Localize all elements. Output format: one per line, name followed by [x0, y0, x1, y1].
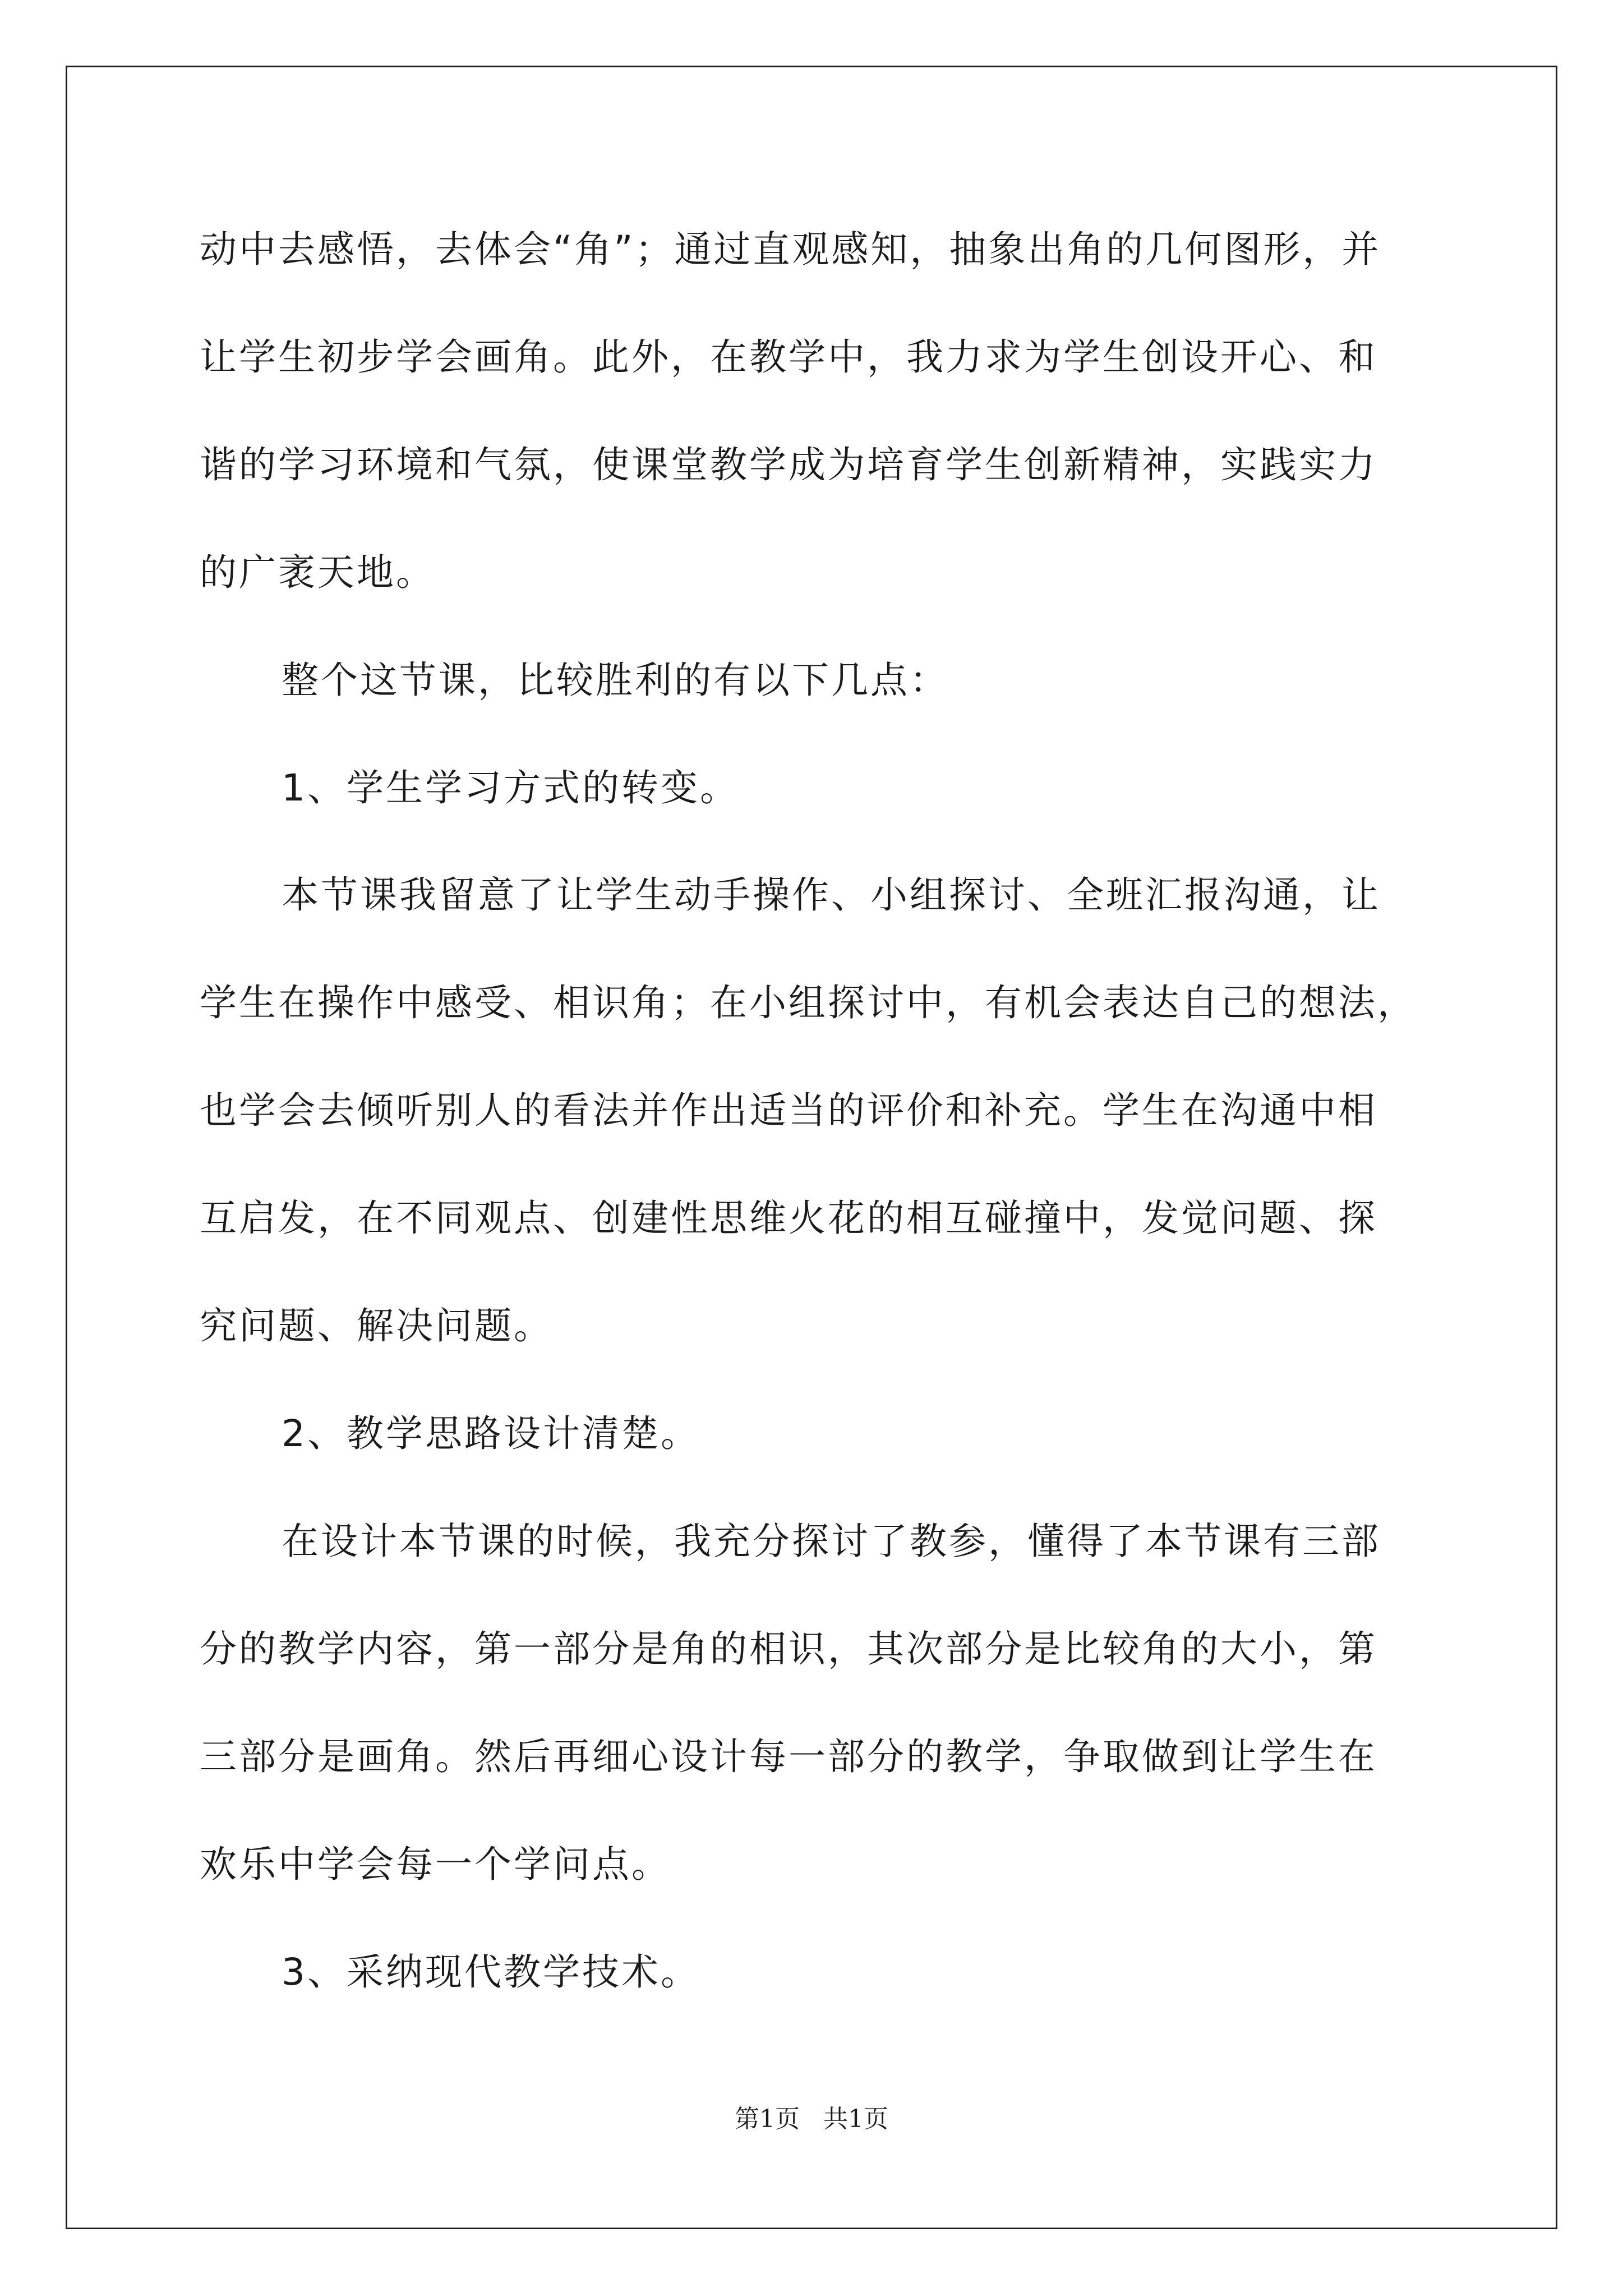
text-line: 三部分是画角。然后再细心设计每一部分的教学，争取做到让学生在: [200, 1735, 1377, 1778]
page-footer: [0, 2102, 1623, 2136]
text-line: 2、教学思路设计清楚。: [282, 1412, 700, 1455]
text-line: 整个这节课，比较胜利的有以下几点：: [282, 659, 949, 702]
text-line: 1、学生学习方式的转变。: [282, 766, 739, 809]
page-number: 第1页: [735, 2105, 800, 2133]
text-line: 让学生初步学会画角。此外，在教学中，我力求为学生创设开心、和: [200, 335, 1377, 379]
text-line: 3、采纳现代教学技术。: [282, 1950, 700, 1994]
text-line: 的广袤天地。: [200, 551, 435, 594]
page-border: [66, 66, 1557, 2229]
text-line: 也学会去倾听别人的看法并作出适当的评价和补充。学生在沟通中相: [200, 1089, 1377, 1132]
text-line: 在设计本节课的时候，我充分探讨了教参，懂得了本节课有三部: [282, 1520, 1381, 1563]
text-line: 动中去感悟，去体会“角”；通过直观感知，抽象出角的几何图形，并: [200, 228, 1381, 271]
page-total: 共1页: [823, 2105, 888, 2133]
text-line: 本节课我留意了让学生动手操作、小组探讨、全班汇报沟通，让: [282, 873, 1381, 917]
text-line: 谐的学习环境和气氛，使课堂教学成为培育学生创新精神，实践实力: [200, 443, 1377, 486]
text-line: 分的教学内容，第一部分是角的相识，其次部分是比较角的大小，第: [200, 1627, 1377, 1671]
text-line: 究问题、解决问题。: [200, 1304, 553, 1347]
text-line: 学生在操作中感受、相识角；在小组探讨中，有机会表达自己的想法，: [200, 981, 1417, 1024]
text-line: 欢乐中学会每一个学问点。: [200, 1843, 671, 1886]
text-line: 互启发，在不同观点、创建性思维火花的相互碰撞中，发觉问题、探: [200, 1197, 1377, 1240]
